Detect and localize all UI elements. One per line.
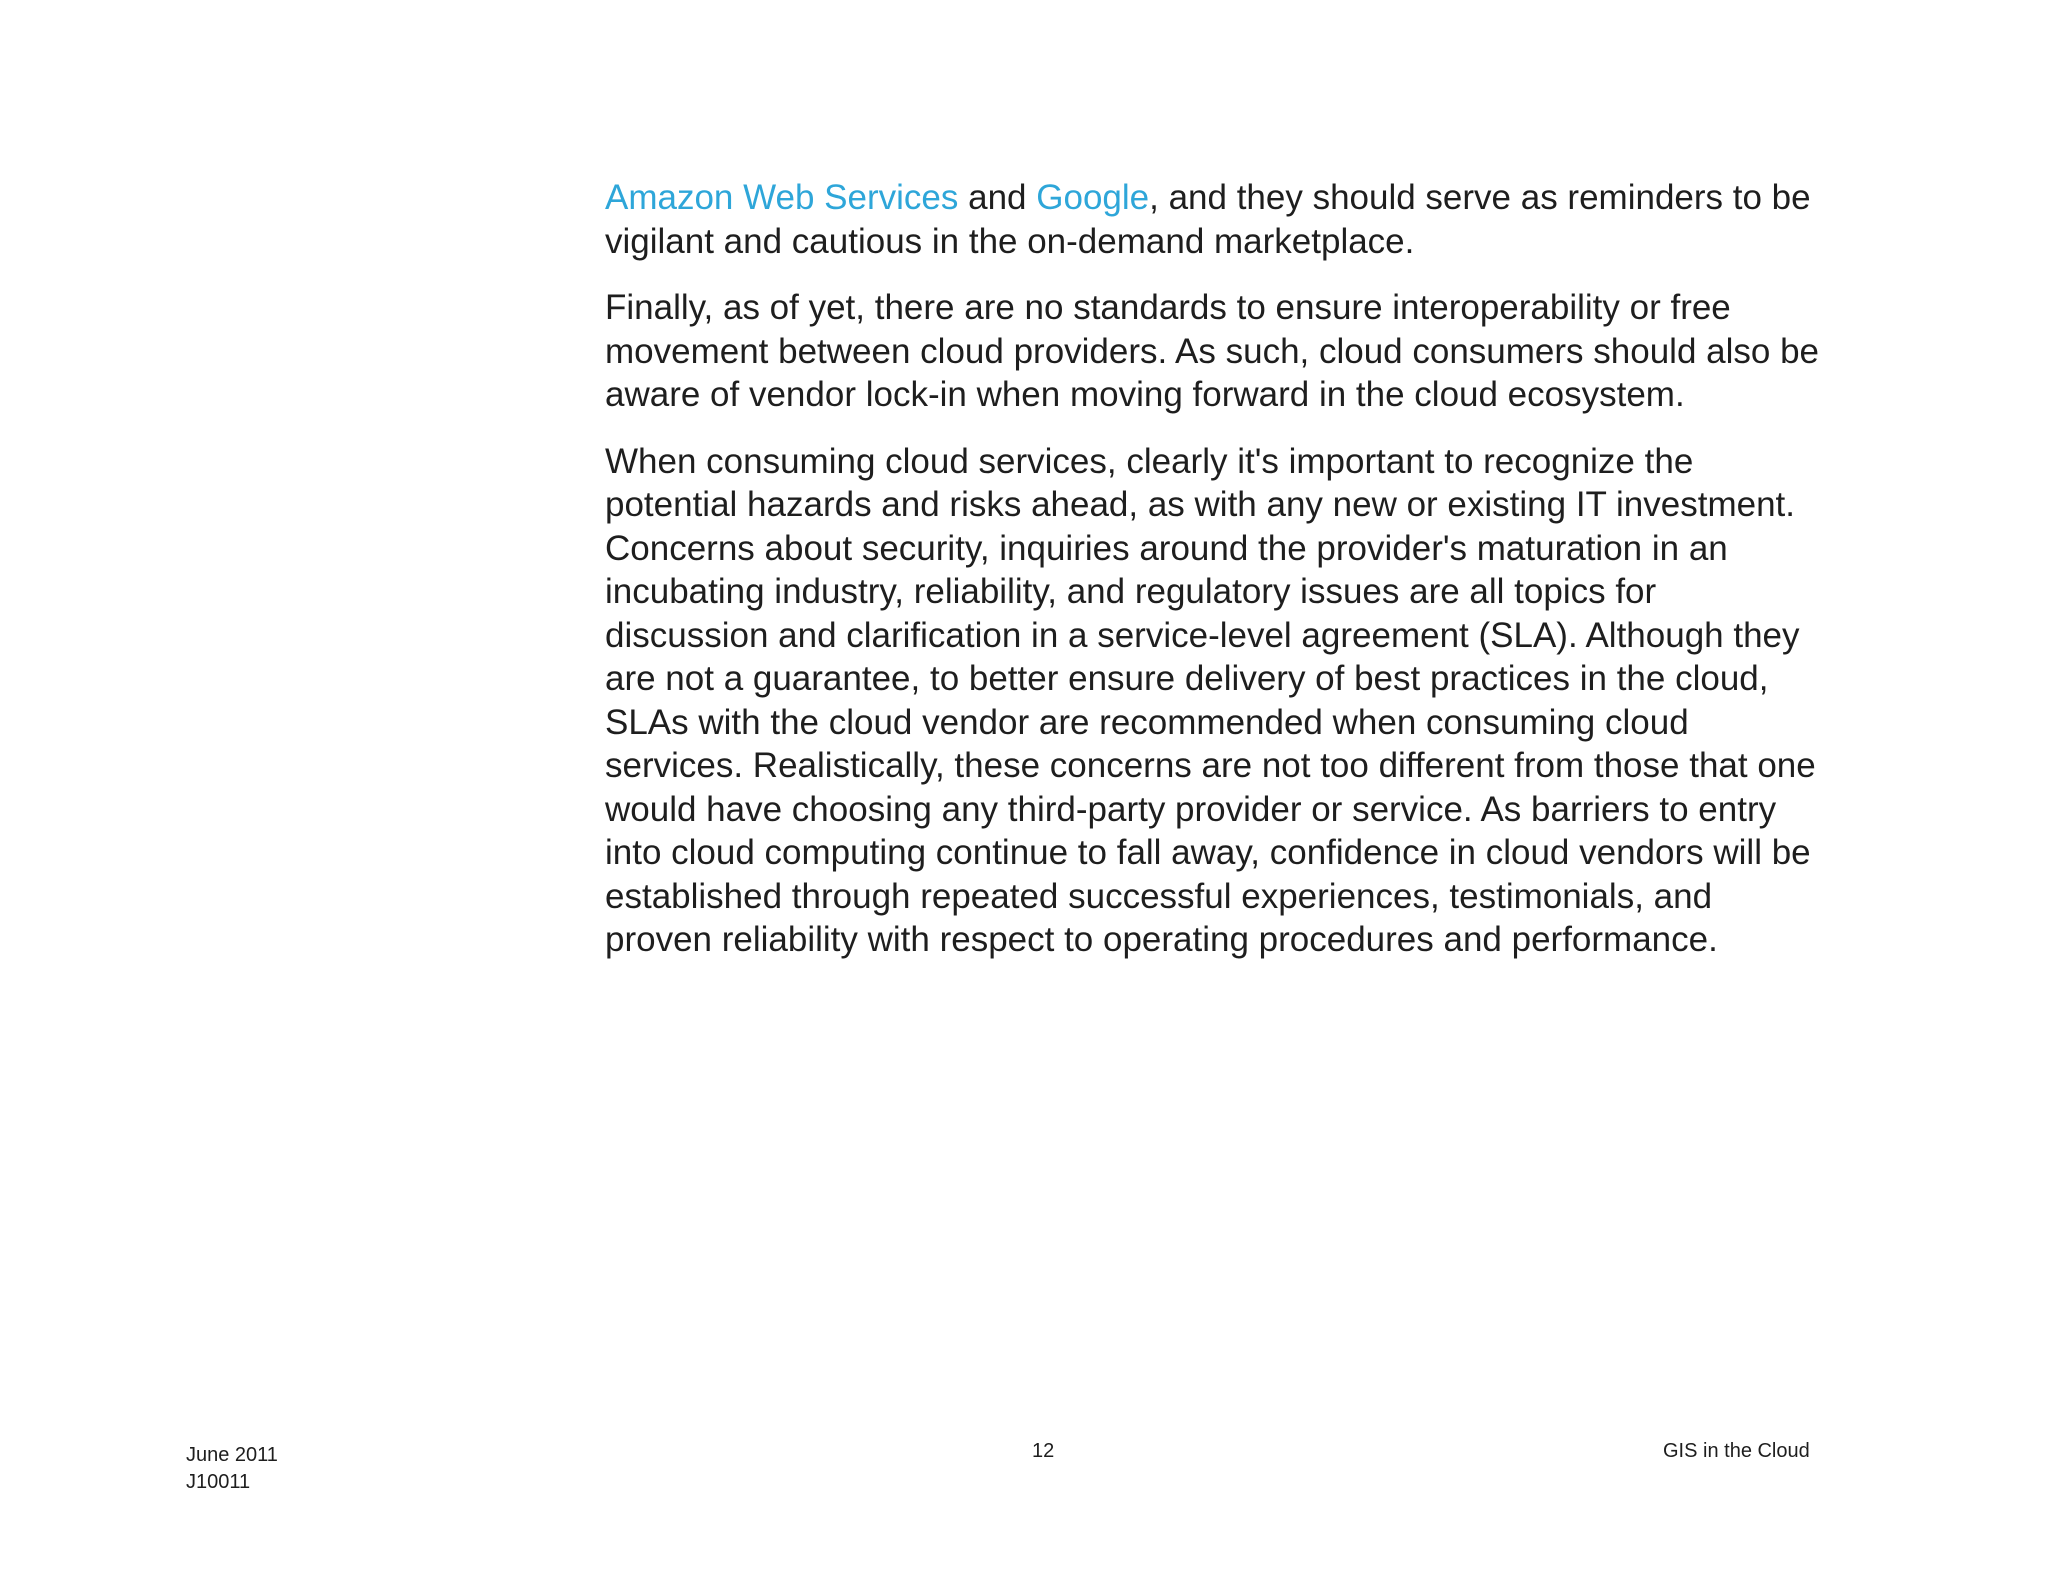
footer-code: J10011 bbox=[186, 1471, 251, 1493]
body-text bbox=[605, 176, 1820, 985]
paragraph-1 bbox=[605, 176, 1820, 263]
paragraph-1-text-a: and bbox=[958, 178, 1037, 217]
footer-doc-title: GIS in the Cloud bbox=[1663, 1440, 1810, 1462]
page-number: 12 bbox=[1032, 1440, 1055, 1462]
footer-left bbox=[186, 1442, 278, 1496]
link-amazon-web-services[interactable]: Amazon Web Services bbox=[605, 178, 959, 217]
paragraph-1-text-b: , and they should serve as reminders to be vigilant and cautious in the on-demand marketplace. bbox=[605, 178, 1811, 261]
paragraph-2: Finally, as of yet, there are no standards to ensure interoperability or free movement between cloud providers. As such, cloud consumers should also be aware of vendor lock-in when moving forward in the cloud ecosystem. bbox=[605, 288, 1819, 414]
footer-date: June 2011 bbox=[186, 1444, 278, 1466]
paragraph-3: When consuming cloud services, clearly it's important to recognize the potential hazards and risks ahead, as with any new or existing IT investment. Concerns about security, inquiries around the provider's maturation in an incubating industry, reliability, and regulatory issues are all topics for discussion and clarification in a service-level agreement (SLA). Although they are not a guarantee, to better ensure delivery of best practices in the cloud, SLAs with the cloud vendor are recommended when consuming cloud services. Realistically, these concerns are not too different from those that one would have choosing any third-party provider or service. As barriers to entry into cloud computing continue to fall away, confidence in cloud vendors will be established through repeated successful experiences, testimonials, and proven reliability with respect to operating procedures and performance. bbox=[605, 441, 1816, 959]
link-google[interactable]: Google bbox=[1036, 178, 1150, 217]
